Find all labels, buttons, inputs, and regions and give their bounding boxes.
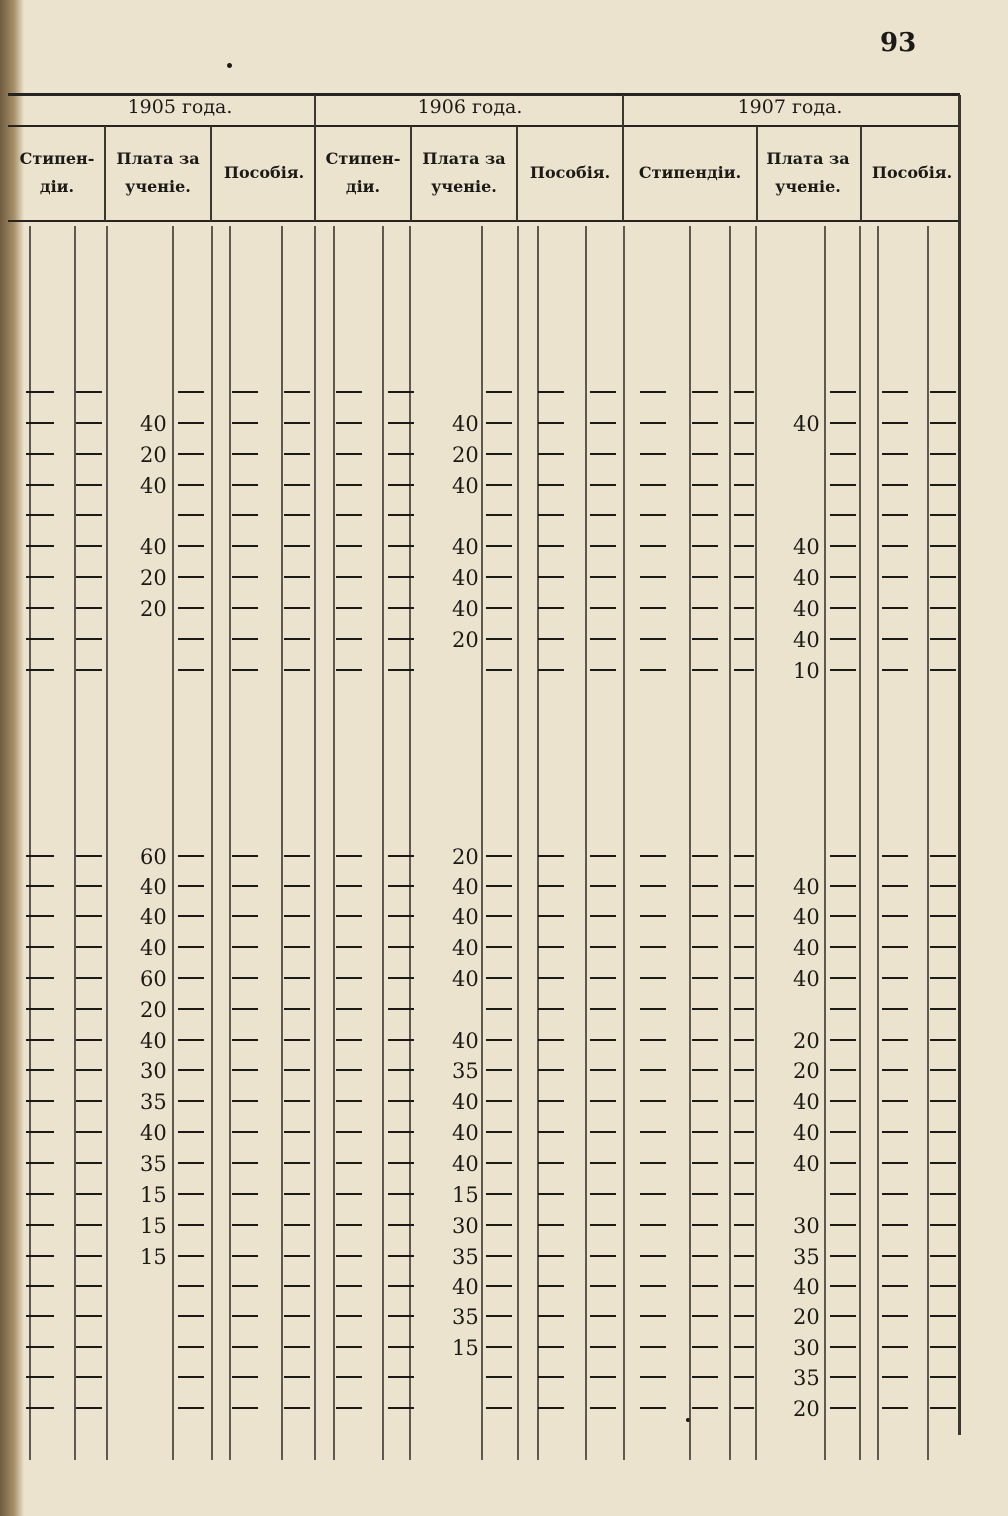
value-p07: 40 — [793, 875, 820, 899]
table-row — [26, 1152, 956, 1176]
value-p05: 40 — [140, 905, 167, 929]
header-1906-stipendii: Стипен- діи. — [325, 149, 401, 196]
value-p07: 40 — [793, 628, 820, 652]
header-1907-plata: Плата за ученіе. — [766, 149, 850, 196]
value-p05: 40 — [140, 474, 167, 498]
value-p06: 20 — [452, 628, 479, 652]
value-p05: 15 — [140, 1214, 167, 1238]
value-p06: 30 — [452, 1214, 479, 1238]
year-1906-heading: 1906 года. — [417, 96, 523, 118]
table-row — [26, 535, 956, 559]
value-p05: 35 — [140, 1152, 167, 1176]
table-row — [26, 875, 956, 899]
value-p06: 35 — [452, 1059, 479, 1083]
value-p05: 20 — [140, 998, 167, 1022]
value-p06: 15 — [452, 1183, 479, 1207]
table-row — [26, 1183, 956, 1207]
year-1907-heading: 1907 года. — [737, 96, 843, 118]
table-row — [26, 659, 956, 683]
table-row — [26, 1059, 956, 1083]
header-1905-plata: Плата за ученіе. — [116, 149, 200, 196]
value-p07: 40 — [793, 412, 820, 436]
table-row — [26, 1275, 956, 1299]
value-p07: 40 — [793, 597, 820, 621]
value-p07: 40 — [793, 1275, 820, 1299]
value-p05: 40 — [140, 535, 167, 559]
value-p05: 15 — [140, 1245, 167, 1269]
value-p06: 35 — [452, 1245, 479, 1269]
value-p05: 60 — [140, 845, 167, 869]
table-row — [26, 1336, 956, 1360]
value-p05: 30 — [140, 1059, 167, 1083]
value-p05: 20 — [140, 566, 167, 590]
value-p06: 15 — [452, 1336, 479, 1360]
value-p07: 35 — [793, 1366, 820, 1390]
table-row — [26, 936, 956, 960]
table-row — [26, 474, 956, 498]
value-p07: 20 — [793, 1305, 820, 1329]
value-p06: 40 — [452, 1090, 479, 1114]
table-row — [26, 597, 956, 621]
value-p07: 20 — [793, 1029, 820, 1053]
value-p06: 40 — [452, 905, 479, 929]
table-row — [26, 967, 956, 991]
value-p07: 40 — [793, 936, 820, 960]
value-p06: 20 — [452, 443, 479, 467]
value-p05: 20 — [140, 443, 167, 467]
value-p06: 40 — [452, 936, 479, 960]
table-row — [26, 443, 956, 467]
table-row — [26, 566, 956, 590]
header-1905-posobiya: Пособія. — [223, 163, 305, 182]
value-p07: 30 — [793, 1214, 820, 1238]
value-p06: 40 — [452, 474, 479, 498]
table-row — [26, 1397, 956, 1421]
table-row — [26, 628, 956, 652]
value-p05: 60 — [140, 967, 167, 991]
table-row — [26, 998, 956, 1022]
header-1906-plata: Плата за ученіе. — [422, 149, 506, 196]
table-row — [26, 1214, 956, 1238]
value-p07: 40 — [793, 566, 820, 590]
value-p06: 40 — [452, 566, 479, 590]
table-row — [26, 1366, 956, 1390]
year-1905-heading: 1905 года. — [127, 96, 233, 118]
value-p06: 40 — [452, 412, 479, 436]
value-p06: 20 — [452, 845, 479, 869]
value-p05: 15 — [140, 1183, 167, 1207]
value-p06: 40 — [452, 875, 479, 899]
header-1906-posobiya: Пособія. — [529, 163, 611, 182]
value-p05: 40 — [140, 875, 167, 899]
table-row — [26, 845, 956, 869]
value-p05: 40 — [140, 936, 167, 960]
value-p05: 40 — [140, 1029, 167, 1053]
value-p07: 20 — [793, 1059, 820, 1083]
value-p07: 40 — [793, 1090, 820, 1114]
value-p07: 40 — [793, 535, 820, 559]
header-1907-stipendii: Стипендіи. — [638, 163, 742, 182]
value-p06: 40 — [452, 1152, 479, 1176]
value-p06: 40 — [452, 1029, 479, 1053]
value-p07: 40 — [793, 1121, 820, 1145]
value-p05: 40 — [140, 412, 167, 436]
table-row — [26, 1121, 956, 1145]
value-p07: 40 — [793, 905, 820, 929]
table-row — [26, 1029, 956, 1053]
value-p06: 40 — [452, 597, 479, 621]
value-p07: 40 — [793, 967, 820, 991]
value-p06: 35 — [452, 1305, 479, 1329]
value-p05: 40 — [140, 1121, 167, 1145]
table-row — [26, 412, 956, 436]
value-p06: 40 — [452, 967, 479, 991]
table-row — [26, 1090, 956, 1114]
table-row — [26, 1245, 956, 1269]
value-p06: 40 — [452, 1275, 479, 1299]
header-1905-stipendii: Стипен- діи. — [19, 149, 95, 196]
table-row — [26, 905, 956, 929]
value-p07: 10 — [793, 659, 820, 683]
table-row — [26, 1305, 956, 1329]
value-p07: 40 — [793, 1152, 820, 1176]
value-p07: 35 — [793, 1245, 820, 1269]
value-p07: 20 — [793, 1397, 820, 1421]
value-p06: 40 — [452, 1121, 479, 1145]
header-1907-posobiya: Пособія. — [871, 163, 953, 182]
value-p06: 40 — [452, 535, 479, 559]
page-number: 93 — [880, 28, 917, 58]
value-p05: 35 — [140, 1090, 167, 1114]
value-p07: 30 — [793, 1336, 820, 1360]
value-p05: 20 — [140, 597, 167, 621]
